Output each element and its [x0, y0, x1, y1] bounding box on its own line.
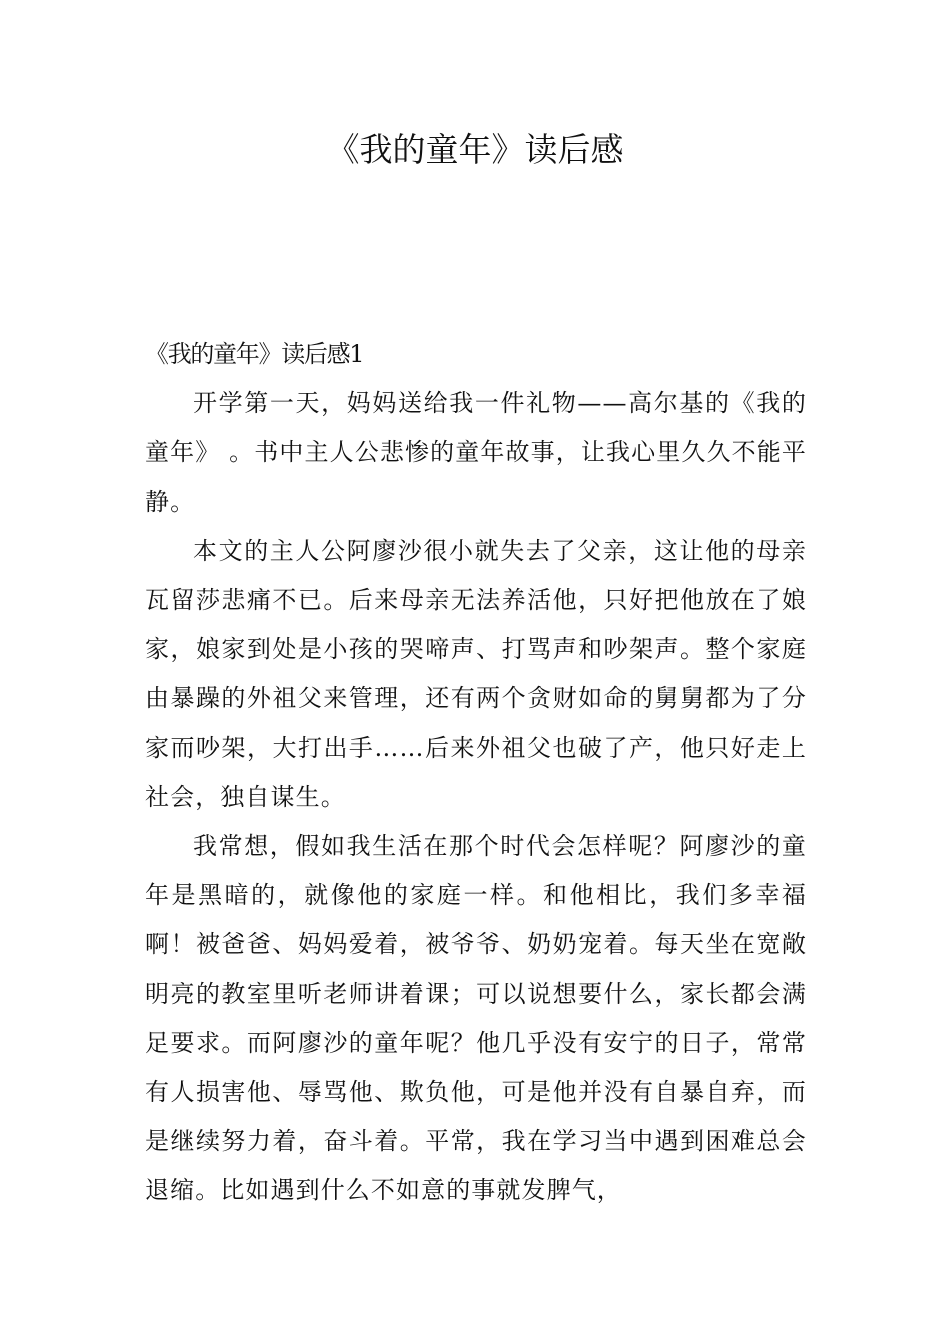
document-body	[145, 330, 807, 1216]
paragraph-3: 我常想，假如我生活在那个时代会怎样呢？阿廖沙的童年是黑暗的，就像他的家庭一样。和他相比，我们多幸福啊！被爸爸、妈妈爱着，被爷爷、奶奶宠着。每天坐在宽敞明亮的教室里听老师讲着课；可以说想要什么，家长都会满足要求。而阿廖沙的童年呢？他几乎没有安宁的日子，常常有人损害他、辱骂他、欺负他，可是他并没有自暴自弃，而是继续努力着，奋斗着。平常，我在学习当中遇到困难总会退缩。比如遇到什么不如意的事就发脾气，	[145, 832, 807, 1205]
paragraph-2: 本文的主人公阿廖沙很小就失去了父亲，这让他的母亲瓦留莎悲痛不已。后来母亲无法养活他，只好把他放在了娘家，娘家到处是小孩的哭啼声、打骂声和吵架声。整个家庭由暴躁的外祖父来管理，还有两个贪财如命的舅舅都为了分家而吵架，大打出手……后来外祖父也破了产，他只好走上社会，独自谋生。	[145, 536, 807, 811]
section-heading: 《我的童年》读后感1	[145, 340, 364, 368]
document-title: 《我的童年》读后感	[326, 130, 624, 169]
paragraph-1: 开学第一天，妈妈送给我一件礼物——高尔基的《我的童年》 。书中主人公悲惨的童年故事，让我心里久久不能平静。	[145, 389, 807, 516]
